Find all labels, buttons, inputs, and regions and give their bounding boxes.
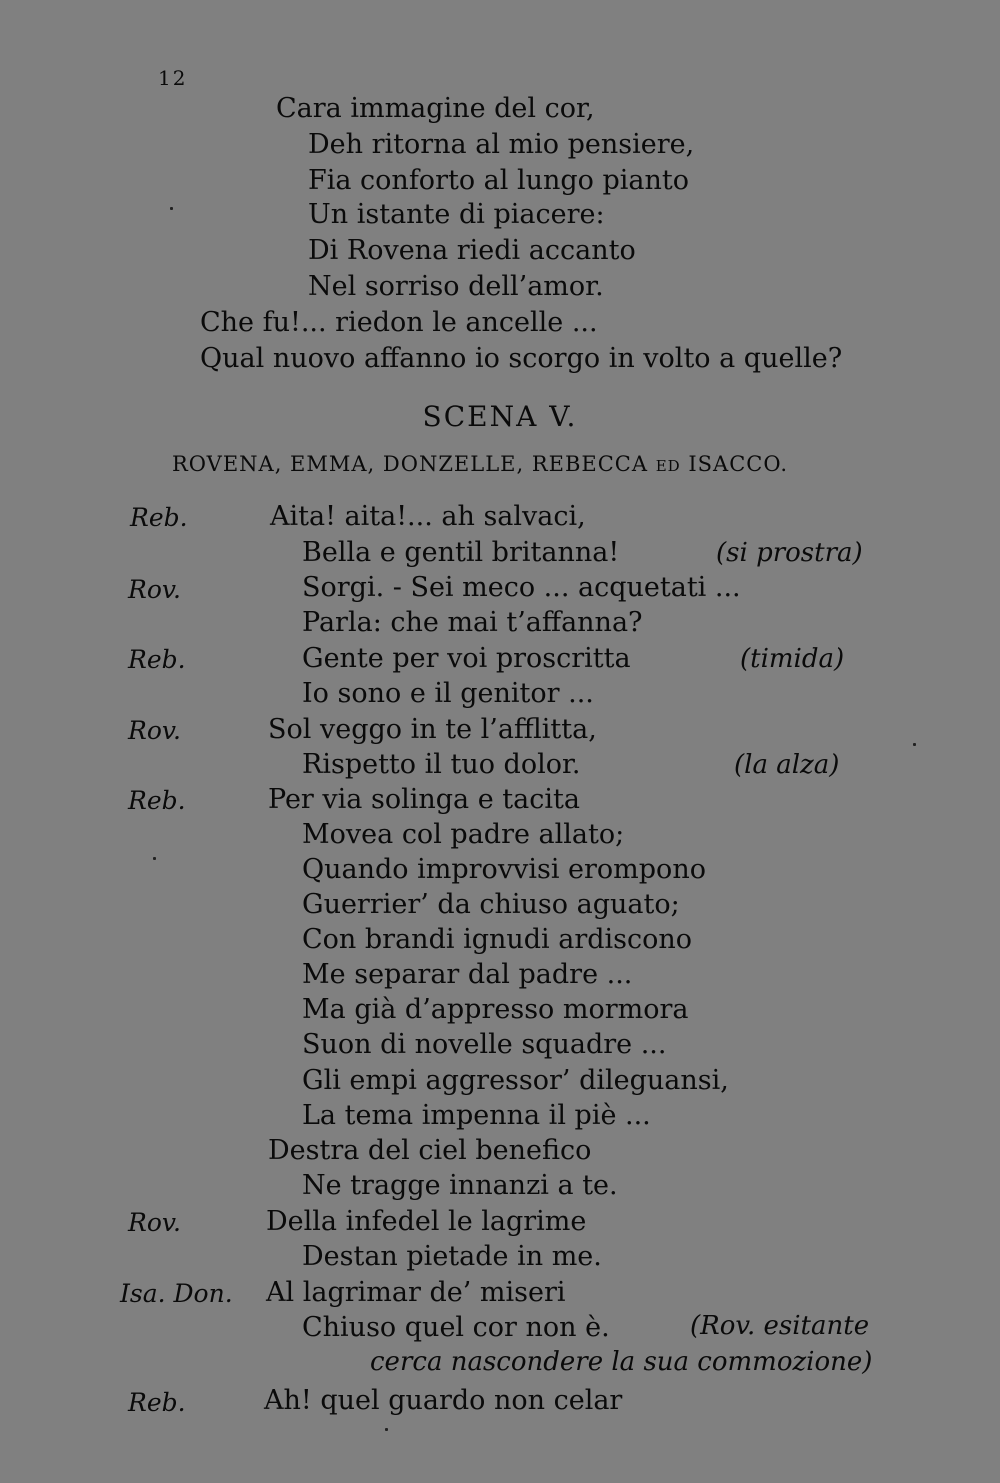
- dialogue-line: Io sono e il genitor ...: [302, 678, 594, 709]
- dialogue-line: Sorgi. - Sei meco ... acquetati ...: [302, 572, 741, 603]
- dialogue-line: Parla: che mai t’affanna?: [302, 607, 643, 638]
- dialogue-line: Quando improvvisi erompono: [302, 854, 706, 885]
- dialogue-line: Con brandi ignudi ardiscono: [302, 924, 693, 955]
- scene-title: [0, 400, 1000, 433]
- verse-line: Fia conforto al lungo pianto: [308, 165, 690, 196]
- dialogue-line: Me separar dal padre ...: [302, 959, 633, 990]
- dialogue-line: La tema impenna il piè ...: [302, 1100, 651, 1131]
- verse-line: Di Rovena riedi accanto: [308, 235, 636, 266]
- speaker-name: Isa. Don.: [120, 1279, 233, 1308]
- stage-direction: (la alza): [734, 750, 840, 780]
- stage-direction: (timida): [740, 644, 845, 674]
- speaker-name: Rov.: [128, 716, 181, 745]
- dialogue-line: Destan pietade in me.: [302, 1241, 602, 1272]
- dialogue-line: Per via solinga e tacita: [268, 784, 580, 815]
- speaker-name: Reb.: [130, 503, 188, 532]
- print-speck: [385, 1428, 388, 1431]
- dialogue-line: Aita! aita!... ah salvaci,: [270, 501, 586, 532]
- print-speck: [913, 743, 916, 746]
- dialogue-line: Gli empi aggressor’ dileguansi,: [302, 1065, 729, 1096]
- speaker-name: Reb.: [128, 645, 186, 674]
- speaker-name: Reb.: [128, 786, 186, 815]
- dialogue-line: Rispetto il tuo dolor.: [302, 749, 581, 780]
- dialogue-line: Guerrier’ da chiuso aguato;: [302, 889, 680, 920]
- page-number: 12: [158, 66, 188, 90]
- verse-line: Deh ritorna al mio pensiere,: [308, 129, 695, 160]
- dialogue-line: Chiuso quel cor non è.: [302, 1312, 610, 1343]
- verse-line: Cara immagine del cor,: [276, 93, 595, 124]
- speaker-name: Rov.: [128, 575, 181, 604]
- cast-list: ROVENA, EMMA, DONZELLE, REBECCA ed ISACCO.: [172, 452, 788, 476]
- stage-direction: (Rov. esitante: [690, 1311, 870, 1341]
- dialogue-line: Sol veggo in te l’afflitta,: [268, 714, 597, 745]
- dialogue-line: Gente per voi proscritta: [302, 643, 631, 674]
- verse-line: Qual nuovo affanno io scorgo in volto a quelle?: [200, 343, 843, 374]
- dialogue-line: Ah! quel guardo non celar: [264, 1385, 623, 1416]
- dialogue-line: Bella e gentil britanna!: [302, 537, 620, 568]
- speaker-name: Rov.: [128, 1208, 181, 1237]
- verse-line: Un istante di piacere:: [308, 199, 605, 230]
- dialogue-line: Suon di novelle squadre ...: [302, 1029, 667, 1060]
- verse-line: Nel sorriso dell’amor.: [308, 271, 604, 302]
- print-speck: [170, 207, 173, 210]
- dialogue-line: Della infedel le lagrime: [266, 1206, 587, 1237]
- verse-line: Che fu!... riedon le ancelle ...: [200, 307, 598, 338]
- dialogue-line: Ne tragge innanzi a te.: [302, 1170, 618, 1201]
- dialogue-line: Al lagrimar de’ miseri: [266, 1277, 566, 1308]
- stage-direction: (si prostra): [716, 538, 863, 568]
- stage-direction: cerca nascondere la sua commozione): [370, 1347, 873, 1377]
- scene-title-text: SCENA V.: [422, 400, 578, 433]
- dialogue-line: Movea col padre allato;: [302, 819, 625, 850]
- speaker-name: Reb.: [128, 1388, 186, 1417]
- dialogue-line: Ma già d’appresso mormora: [302, 994, 689, 1025]
- print-speck: [153, 857, 156, 860]
- dialogue-line: Destra del ciel benefico: [268, 1135, 592, 1166]
